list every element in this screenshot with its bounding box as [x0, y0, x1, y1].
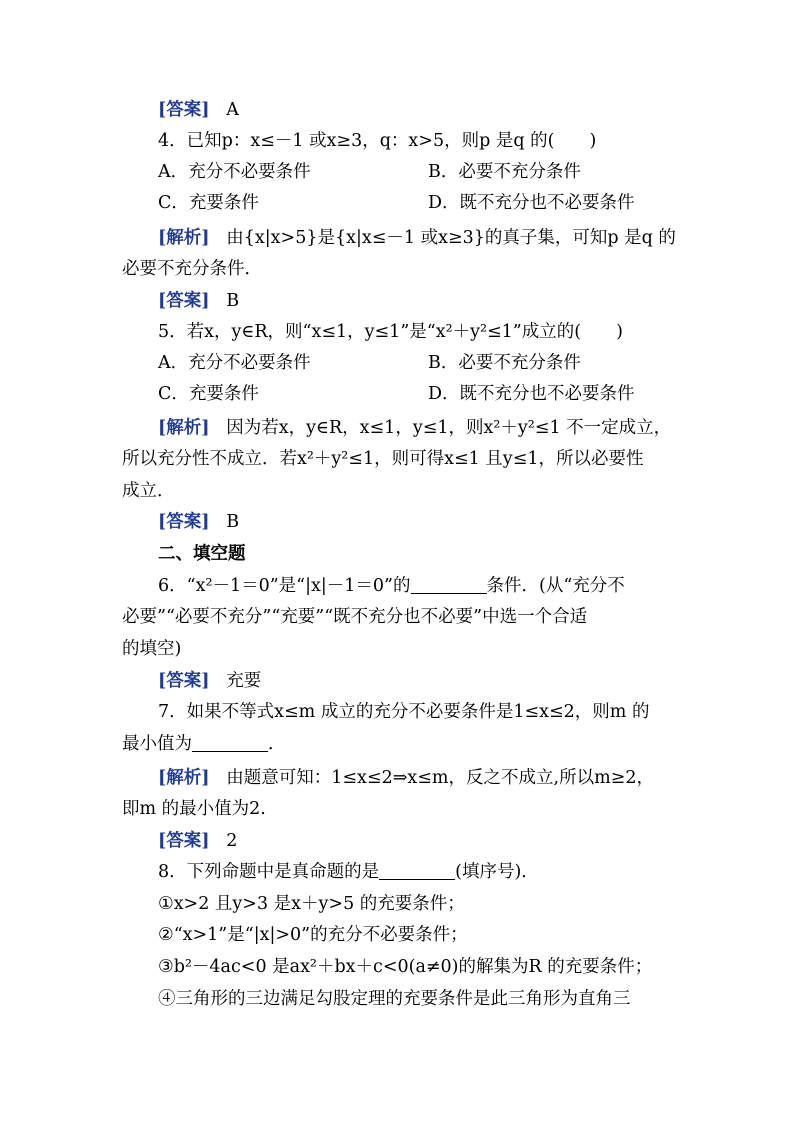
options-row [158, 381, 718, 407]
answer-line [158, 97, 718, 123]
answer-line [158, 828, 718, 854]
analysis-text: 由{x|x>5}是{x|x≤－1 或x≥3}的真子集，可知p 是q 的 [226, 228, 676, 248]
option-a: A．充分不必要条件 [158, 353, 311, 373]
question-6-line: 的填空) [122, 639, 182, 659]
answer-line [158, 668, 718, 694]
analysis-line [158, 765, 718, 791]
option-c: C．充要条件 [158, 193, 259, 213]
question-8-text: (填序号)． [455, 862, 539, 882]
answer-tag: [答案] [158, 512, 210, 532]
answer-text: B [226, 512, 240, 532]
question-6-line: 必要”“必要不充分”“充要”“既不充分也不必要”中选一个合适 [122, 607, 588, 627]
answer-tag: [答案] [158, 671, 210, 691]
analysis-text: 因为若x，y∈R，x≤1，y≤1，则x²＋y²≤1 不一定成立， [226, 418, 672, 438]
fill-blank [379, 861, 455, 880]
question-4: 4．已知p：x≤－1 或x≥3，q：x>5，则p 是q 的( ) [158, 131, 597, 151]
analysis-tag: [解析] [158, 768, 210, 788]
option-a: A．充分不必要条件 [158, 162, 311, 182]
question-6-text: 条件．(从“充分不 [486, 576, 625, 596]
answer-text: B [226, 291, 240, 311]
question-7: 7．如果不等式x≤m 成立的充分不必要条件是1≤x≤2，则m 的 [158, 702, 650, 722]
statement-1: ①x>2 且y>3 是x＋y>5 的充要条件； [158, 894, 465, 914]
options-row [158, 190, 718, 216]
analysis-line [158, 415, 718, 441]
question-7-text: 最小值为 [122, 734, 192, 754]
statement-3: ③b²－4ac<0 是ax²＋bx＋c<0(a≠0)的解集为R 的充要条件； [158, 957, 653, 977]
question-7-text: ． [268, 734, 286, 754]
analysis-line: 所以充分性不成立．若x²＋y²≤1，则可得x≤1 且y≤1，所以必要性 [122, 449, 644, 469]
answer-text: 2 [226, 831, 238, 851]
option-d: D．既不充分也不必要条件 [428, 193, 635, 213]
option-c: C．充要条件 [158, 384, 259, 404]
statement-4: ④三角形的三边满足勾股定理的充要条件是此三角形为直角三 [158, 989, 631, 1009]
section-heading: 二、填空题 [158, 544, 246, 564]
analysis-text: 由题意可知：1≤x≤2⇒x≤m，反之不成立,所以m≥2， [226, 768, 654, 788]
question-7-line [122, 731, 682, 757]
question-6-text: 6．“x²－1＝0”是“|x|－1＝0”的 [158, 576, 411, 596]
analysis-line: 即m 的最小值为2. [122, 799, 266, 819]
analysis-line: 成立． [122, 481, 175, 501]
fill-blank [411, 575, 487, 594]
question-6 [158, 573, 718, 599]
option-b: B．必要不充分条件 [428, 353, 581, 373]
fill-blank [192, 733, 268, 752]
answer-tag: [答案] [158, 831, 210, 851]
question-8 [158, 859, 718, 885]
analysis-line [158, 225, 718, 251]
answer-line [158, 288, 718, 314]
question-5: 5．若x，y∈R，则“x≤1，y≤1”是“x²＋y²≤1”成立的( ) [158, 322, 623, 342]
analysis-line: 必要不充分条件． [122, 259, 262, 279]
analysis-tag: [解析] [158, 418, 210, 438]
options-row [158, 159, 718, 185]
option-b: B．必要不充分条件 [428, 162, 581, 182]
options-row [158, 350, 718, 376]
analysis-tag: [解析] [158, 228, 210, 248]
statement-2: ②“x>1”是“|x|>0”的充分不必要条件； [158, 925, 468, 945]
option-d: D．既不充分也不必要条件 [428, 384, 635, 404]
answer-tag: [答案] [158, 291, 210, 311]
answer-line [158, 509, 718, 535]
answer-tag: [答案] [158, 100, 210, 120]
question-8-text: 8．下列命题中是真命题的是 [158, 862, 380, 882]
answer-text: A [226, 100, 239, 120]
answer-text: 充要 [226, 671, 262, 691]
